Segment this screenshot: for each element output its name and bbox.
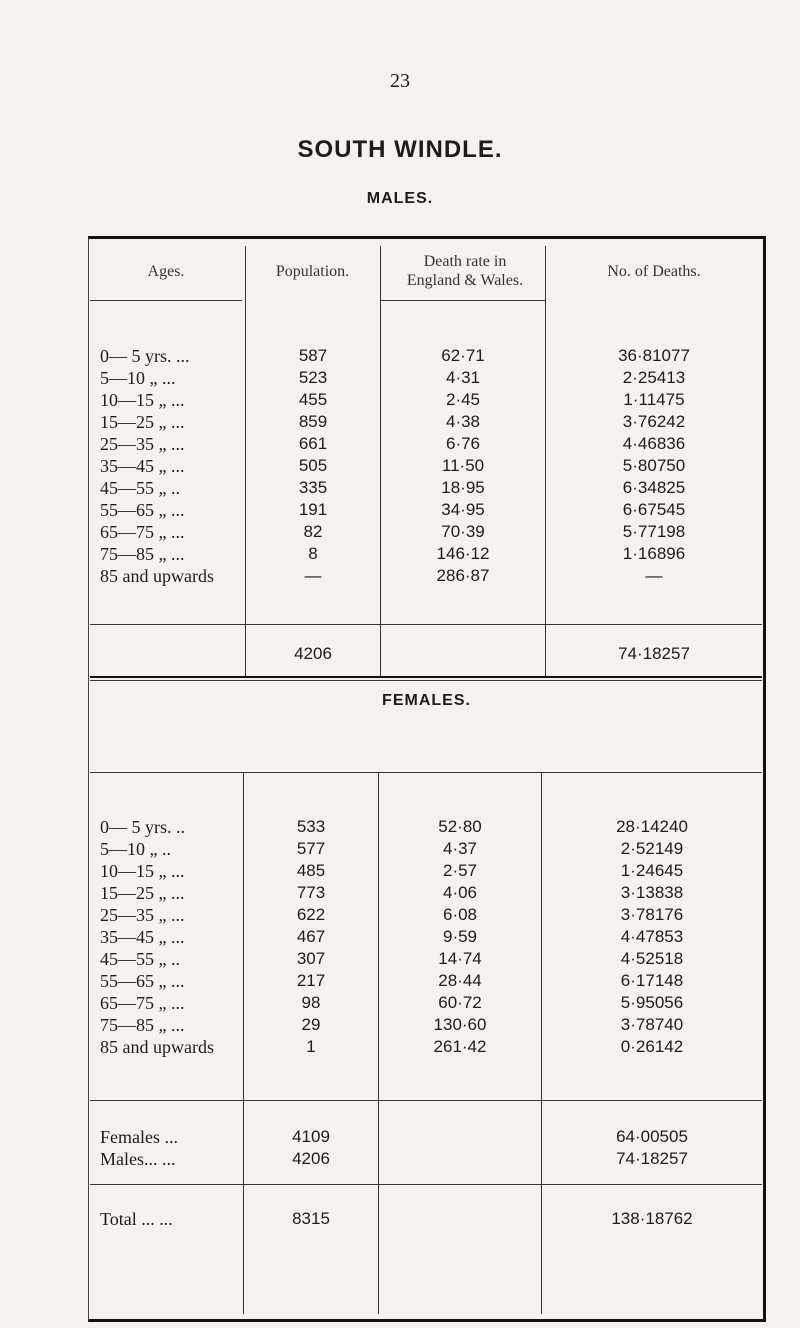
deaths-cell: — xyxy=(645,566,663,585)
header-population: Population. xyxy=(275,263,350,280)
population-cell: 467 xyxy=(296,927,326,946)
summary-label: Females ... xyxy=(100,1127,178,1147)
section-rule xyxy=(90,680,762,681)
age-cell: 5—10 „ ... xyxy=(100,368,176,388)
deaths-cell: 3·78176 xyxy=(620,905,684,924)
males-total-population: 4206 xyxy=(294,644,332,663)
header-deaths: No. of Deaths. xyxy=(607,263,701,280)
column-divider xyxy=(541,772,542,1314)
population-cell: 587 xyxy=(298,346,328,365)
deaths-cell: 2·25413 xyxy=(622,368,686,387)
summary-rule xyxy=(90,1100,762,1101)
rate-cell: 52·80 xyxy=(438,817,482,836)
deaths-cell: 28·14240 xyxy=(616,817,688,836)
page-number: 23 xyxy=(390,70,410,92)
column-divider xyxy=(243,772,244,1314)
population-cell: 455 xyxy=(298,390,328,409)
age-cell: 10—15 „ ... xyxy=(100,390,185,410)
deaths-cell: 1·24645 xyxy=(620,861,684,880)
deaths-cell: 2·52149 xyxy=(620,839,684,858)
header-ages: Ages. xyxy=(147,263,185,280)
rate-cell: 18·95 xyxy=(441,478,485,497)
age-cell: 45—55 „ .. xyxy=(100,949,180,969)
grand-total-deaths: 138·18762 xyxy=(611,1209,693,1228)
age-cell: 65—75 „ ... xyxy=(100,993,185,1013)
population-cell: 533 xyxy=(296,817,326,836)
age-cell: 35—45 „ ... xyxy=(100,927,185,947)
rate-cell: 34·95 xyxy=(441,500,485,519)
age-cell: 55—65 „ ... xyxy=(100,971,185,991)
rate-cell: 4·37 xyxy=(442,839,478,858)
rate-cell: 70·39 xyxy=(441,522,485,541)
total-rule xyxy=(90,624,762,625)
rate-cell: 14·74 xyxy=(438,949,482,968)
age-cell: 45—55 „ .. xyxy=(100,478,180,498)
rate-cell: 60·72 xyxy=(438,993,482,1012)
population-cell: 4206 xyxy=(292,1149,330,1168)
population-cell: 335 xyxy=(298,478,328,497)
age-cell: 25—35 „ ... xyxy=(100,905,185,925)
population-cell: 661 xyxy=(298,434,328,453)
section-rule xyxy=(90,676,762,678)
header-death-rate-line2: England & Wales. xyxy=(406,272,524,289)
deaths-cell: 6·67545 xyxy=(622,500,686,519)
grand-total-label: Total ... ... xyxy=(100,1209,173,1229)
rate-cell: 4·38 xyxy=(445,412,481,431)
population-cell: 8 xyxy=(308,544,318,563)
deaths-cell: 5·77198 xyxy=(622,522,686,541)
age-cell: 0— 5 yrs. .. xyxy=(100,817,185,837)
females-header-rule xyxy=(90,772,762,773)
population-cell: 622 xyxy=(296,905,326,924)
deaths-cell: 1·16896 xyxy=(622,544,686,563)
population-cell: 505 xyxy=(298,456,328,475)
rate-cell: 9·59 xyxy=(442,927,478,946)
deaths-cell: 3·76242 xyxy=(622,412,686,431)
rate-cell: 4·06 xyxy=(442,883,478,902)
column-divider xyxy=(245,246,246,678)
population-cell: 217 xyxy=(296,971,326,990)
grand-total-population: 8315 xyxy=(292,1209,330,1228)
deaths-cell: 1·11475 xyxy=(623,390,685,409)
age-cell: 5—10 „ .. xyxy=(100,839,171,859)
rate-cell: 130·60 xyxy=(433,1015,487,1034)
header-death-rate-line1: Death rate in xyxy=(423,253,507,270)
population-cell: 191 xyxy=(298,500,328,519)
rate-cell: 62·71 xyxy=(441,346,485,365)
deaths-cell: 4·46836 xyxy=(622,434,686,453)
page-title: SOUTH WINDLE. xyxy=(297,136,503,163)
males-heading: MALES. xyxy=(366,190,434,207)
population-cell: 98 xyxy=(301,993,321,1012)
age-cell: 0— 5 yrs. ... xyxy=(100,346,190,366)
rate-cell: 6·08 xyxy=(442,905,478,924)
deaths-cell: 6·34825 xyxy=(622,478,686,497)
column-divider xyxy=(378,772,379,1314)
deaths-cell: 4·47853 xyxy=(620,927,684,946)
deaths-cell: 64·00505 xyxy=(616,1127,688,1146)
header-rule xyxy=(90,300,242,301)
column-divider xyxy=(545,246,546,678)
deaths-cell: 3·13838 xyxy=(620,883,684,902)
population-cell: 859 xyxy=(298,412,328,431)
population-cell: 29 xyxy=(301,1015,321,1034)
rate-cell: 2·45 xyxy=(445,390,481,409)
deaths-cell: 3·78740 xyxy=(620,1015,684,1034)
summary-label: Males... ... xyxy=(100,1149,176,1169)
age-cell: 15—25 „ ... xyxy=(100,412,185,432)
deaths-cell: 6·17148 xyxy=(620,971,684,990)
population-cell: 1 xyxy=(306,1037,316,1056)
population-cell: 577 xyxy=(296,839,326,858)
rate-cell: 6·76 xyxy=(445,434,481,453)
deaths-cell: 74·18257 xyxy=(616,1149,688,1168)
age-cell: 65—75 „ ... xyxy=(100,522,185,542)
rate-cell: 286·87 xyxy=(436,566,490,585)
column-divider xyxy=(380,246,381,678)
age-cell: 10—15 „ ... xyxy=(100,861,185,881)
age-cell: 55—65 „ ... xyxy=(100,500,185,520)
deaths-cell: 4·52518 xyxy=(620,949,684,968)
population-cell: 485 xyxy=(296,861,326,880)
age-cell: 85 and upwards xyxy=(100,566,214,586)
males-total-deaths: 74·18257 xyxy=(618,644,690,663)
deaths-cell: 5·80750 xyxy=(622,456,686,475)
age-cell: 25—35 „ ... xyxy=(100,434,185,454)
population-cell: 307 xyxy=(296,949,326,968)
rate-cell: 2·57 xyxy=(442,861,478,880)
age-cell: 15—25 „ ... xyxy=(100,883,185,903)
header-rule xyxy=(380,300,545,301)
age-cell: 85 and upwards xyxy=(100,1037,214,1057)
total-rule xyxy=(90,1184,762,1185)
population-cell: 4109 xyxy=(292,1127,330,1146)
rate-cell: 4·31 xyxy=(445,368,481,387)
population-cell: 82 xyxy=(303,522,323,541)
deaths-cell: 5·95056 xyxy=(620,993,684,1012)
population-cell: — xyxy=(304,566,322,585)
age-cell: 75—85 „ ... xyxy=(100,544,185,564)
deaths-cell: 0·26142 xyxy=(620,1037,684,1056)
age-cell: 75—85 „ ... xyxy=(100,1015,185,1035)
rate-cell: 261·42 xyxy=(433,1037,487,1056)
rate-cell: 28·44 xyxy=(438,971,482,990)
rate-cell: 146·12 xyxy=(436,544,490,563)
age-cell: 35—45 „ ... xyxy=(100,456,185,476)
females-heading: FEMALES. xyxy=(382,692,471,709)
population-cell: 523 xyxy=(298,368,328,387)
population-cell: 773 xyxy=(296,883,326,902)
rate-cell: 11·50 xyxy=(441,456,485,475)
deaths-cell: 36·81077 xyxy=(618,346,690,365)
header-death-rate xyxy=(390,252,540,290)
